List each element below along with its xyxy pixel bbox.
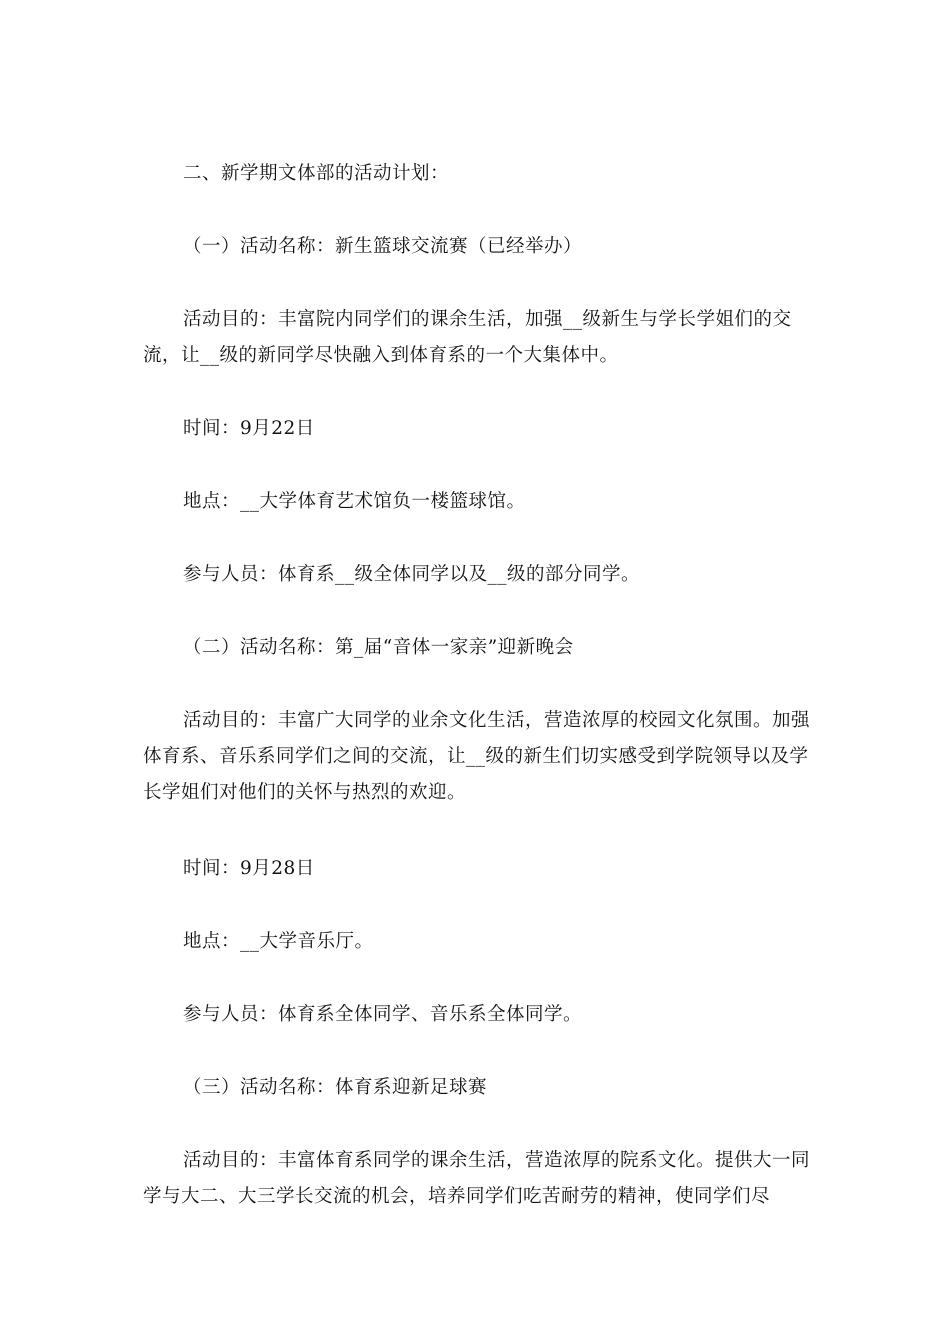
activity-2-title: （二）活动名称：第_届“音体一家亲”迎新晚会 [183,637,574,658]
activity-1-purpose: 活动目的：丰富院内同学们的课余生活，加强__级新生与学长学姐们的交流，让__级的新同学尽快融入到体育系的一个大集体中。 [143,309,792,366]
activity-2-time: 时间：9月28日 [183,858,315,879]
activity-2-participants: 参与人员：体育系全体同学、音乐系全体同学。 [183,1004,583,1025]
activity-3-title: （三）活动名称：体育系迎新足球赛 [183,1077,488,1098]
activity-2-purpose: 活动目的：丰富广大同学的业余文化生活，营造浓厚的校园文化氛围。加强体育系、音乐系同学们之间的交流，让__级的新生们切实感受到学院领导以及学长学姐们对他们的关怀与热烈的欢迎。 [143,710,811,803]
activity-1-time: 时间：9月22日 [183,418,315,439]
activity-1-participants: 参与人员：体育系__级全体同学以及__级的部分同学。 [183,564,641,585]
activity-3-purpose: 活动目的：丰富体育系同学的课余生活，营造浓厚的院系文化。提供大一同学与大二、大三学长交流的机会，培养同学们吃苦耐劳的精神，使同学们尽 [143,1150,811,1207]
activity-1-title: （一）活动名称：新生篮球交流赛（已经举办） [183,236,583,257]
activity-2-location: 地点：__大学音乐厅。 [183,931,374,952]
section-heading: 二、新学期文体部的活动计划： [183,163,450,184]
activity-1-location: 地点：__大学体育艺术馆负一楼篮球馆。 [183,491,526,512]
